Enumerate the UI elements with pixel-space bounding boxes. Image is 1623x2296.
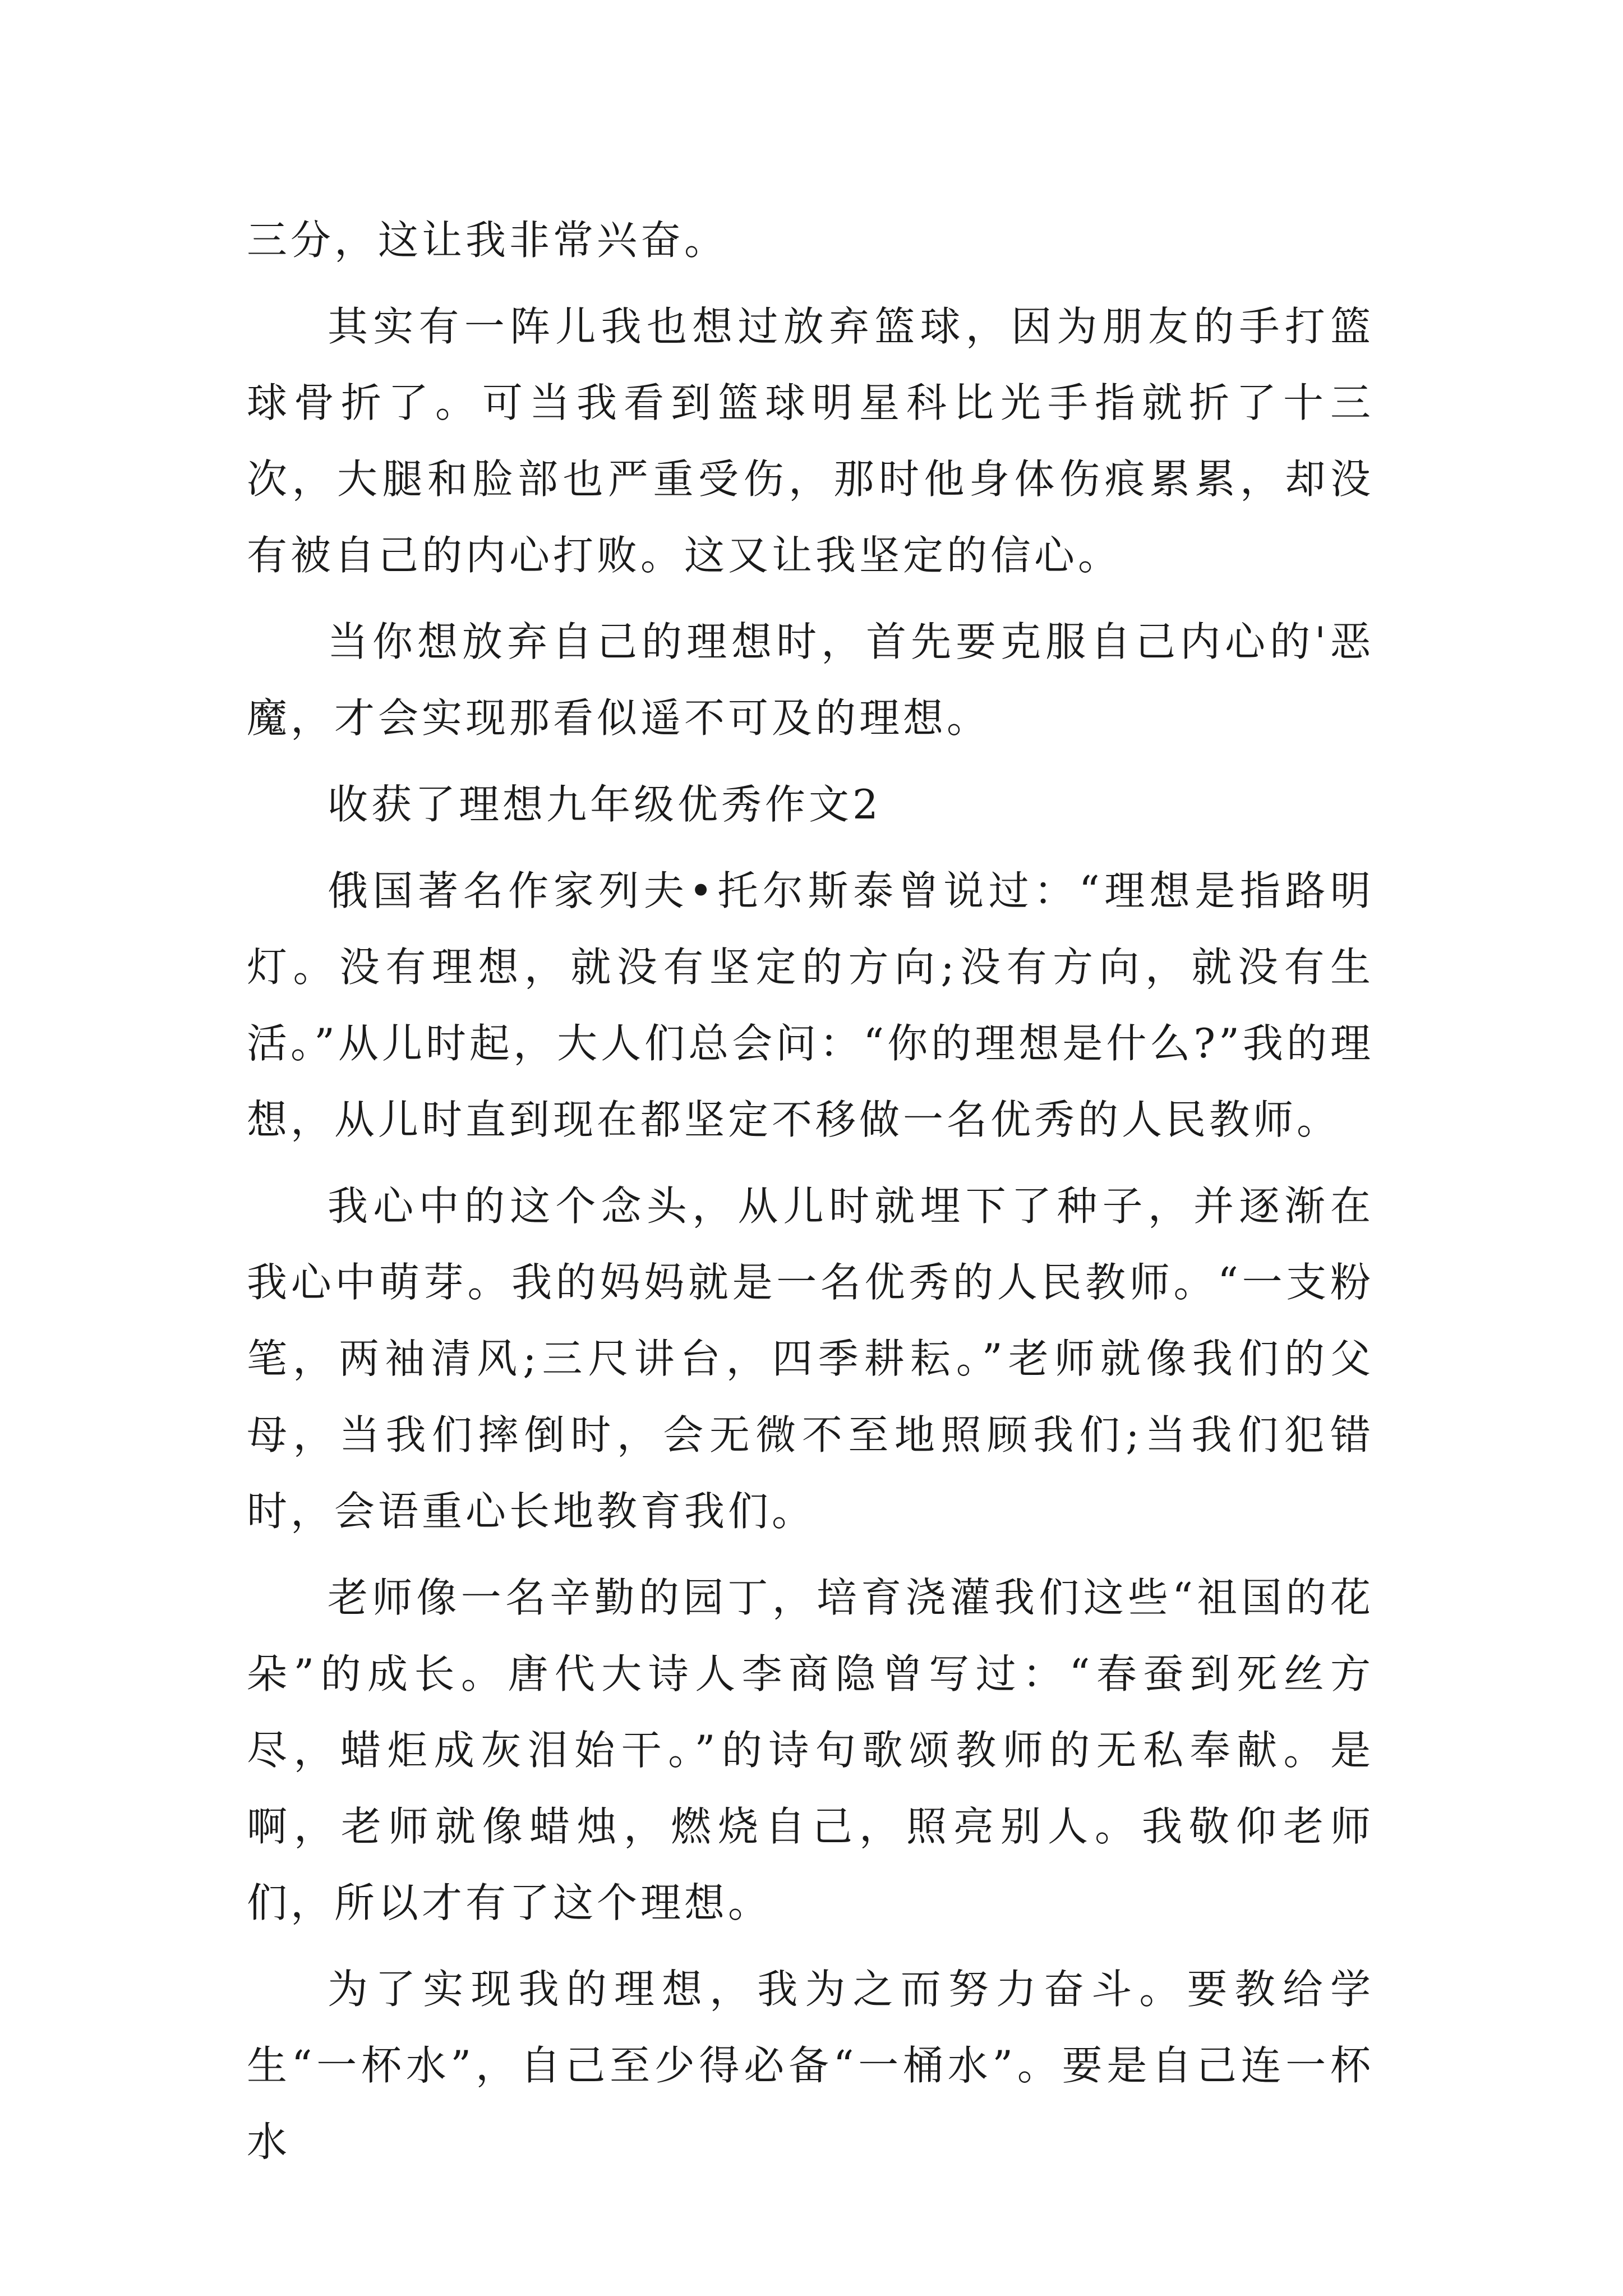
paragraph: 老师像一名辛勤的园丁，培育浇灌我们这些“祖国的花朵”的成长。唐代大诗人李商隐曾写过：“春蚕到死丝方尽，蜡炬成灰泪始干。”的诗句歌颂教师的无私奉献。是啊，老师就像蜡烛，燃烧自己，照亮别人。我敬仰老师们，所以才有了这个理想。 — [247, 1574, 1374, 1926]
paragraph: 其实有一阵儿我也想过放弃篮球，因为朋友的手打篮球骨折了。可当我看到篮球明星科比光手指就折了十三次，大腿和脸部也严重受伤，那时他身体伤痕累累，却没有被自己的内心打败。这又让我坚定的信心。 — [247, 303, 1374, 579]
essay-title: 收获了理想九年级优秀作文2 — [328, 781, 882, 828]
paragraph: 为了实现我的理想，我为之而努力奋斗。要教给学生“一杯水”，自己至少得必备“一桶水”。要是自己连一杯水 — [247, 1966, 1374, 2165]
paragraph-continuation: 三分，这让我非常兴奋。 — [247, 217, 728, 264]
document-body — [247, 202, 1374, 2190]
paragraph: 当你想放弃自己的理想时，首先要克服自己内心的'恶魔，才会实现那看似遥不可及的理想。 — [247, 618, 1374, 742]
paragraph: 我心中的这个念头，从儿时就埋下了种子，并逐渐在我心中萌芽。我的妈妈就是一名优秀的人民教师。“一支粉笔，两袖清风;三尺讲台，四季耕耘。”老师就像我们的父母，当我们摔倒时，会无微不至地照顾我们;当我们犯错时，会语重心长地教育我们。 — [247, 1182, 1374, 1535]
paragraph: 俄国著名作家列夫•托尔斯泰曾说过：“理想是指路明灯。没有理想，就没有坚定的方向;没有方向，就没有生活。”从儿时起，大人们总会问：“你的理想是什么?”我的理想，从儿时直到现在都坚定不移做一名优秀的人民教师。 — [247, 867, 1374, 1143]
